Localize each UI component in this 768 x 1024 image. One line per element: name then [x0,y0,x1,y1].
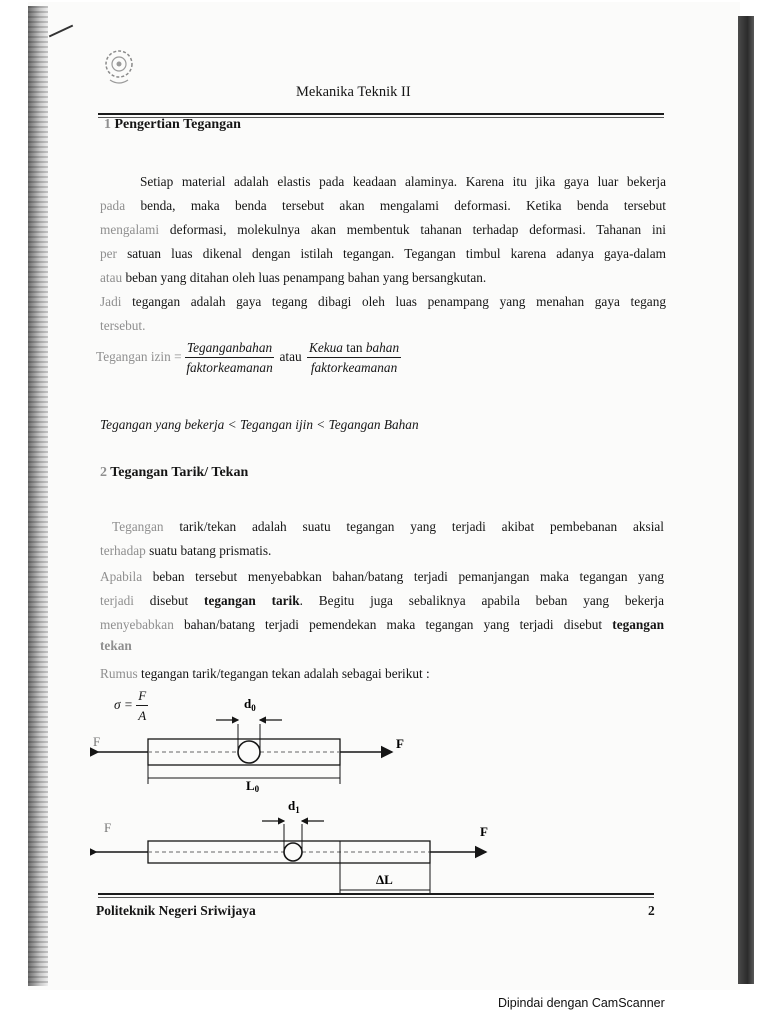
paragraph-line: terhadap suatu batang prismatis. [100,543,272,558]
original-bar [93,696,404,794]
section-2-heading: 2 Tegangan Tarik/ Tekan [100,465,249,480]
page-edge-shadow [738,16,754,984]
footer-institution: Politeknik Negeri Sriwijaya [96,903,256,918]
paragraph-line: atau beban yang ditahan oleh luas penampang bahan yang bersangkutan. [100,270,487,285]
right-force-label: F [480,824,488,839]
paragraph-line: pada benda, maka benda tersebut akan mengalami deformasi. Ketika benda tersebut [100,198,666,213]
cross-section-circle [238,741,260,763]
paragraph-line: terjadi disebut tegangan tarik. Begitu juga sebaliknya apabila beban yang bekerja [100,593,665,608]
paragraph-line: tekan [100,638,132,653]
formula-lhs: Tegangan izin = [96,349,182,365]
elongated-bar [96,798,488,894]
length-label-l0: L0 [246,778,260,794]
paragraph-line: Apabila beban tersebut menyebabkan bahan/batang terjadi pemanjangan maka tegangan yang [100,569,664,584]
left-force-label: F [93,734,101,749]
paragraph-line: per satuan luas dikenal dengan istilah tegangan. Tegangan timbul karena adanya gaya-dalam [100,246,666,261]
footer-rule [98,893,654,895]
elongation-label: ΔL [376,872,393,887]
section-2-paragraph-1 [100,515,664,563]
paragraph-line: Setiap material adalah elastis pada keadaan alaminya. Karena itu jika gaya luar bekerja [140,174,666,189]
institution-logo-icon [100,42,138,86]
fraction-2: $\frac{\text{Kekua tan bahan}}{\text{faktorkeamanan}}$ [308,340,400,375]
section-2-paragraph-2 [100,565,664,655]
fraction-1: $\frac{\text{Teganganbahan}}{\text{faktorkeamanan}}$ [186,340,273,375]
paragraph-line: Rumus tegangan tarik/tegangan tekan adalah sebagai berikut : [100,666,430,681]
section-2-paragraph-3 [100,662,664,686]
paragraph-line: mengalami deformasi, molekulnya akan membentuk tahanan terhadap deformasi. Tahanan ini [100,222,666,237]
diameter-label-d0: $d_0$ [244,696,256,713]
diameter-label-d1: $d_1$ [288,798,300,815]
paragraph-line: Tegangan tarik/tekan adalah suatu tegangan yang terjadi akibat pembebanan aksial [112,519,665,534]
scanner-watermark: Dipindai dengan CamScanner [498,996,665,1010]
tension-bar-diagram [90,684,510,894]
paragraph-line: tersebut. [100,318,146,333]
stress-inequality: Tegangan yang bekerja < Tegangan ijin < Tegangan Bahan [100,417,419,432]
cross-section-circle [284,843,302,861]
page-header-title: Mekanika Teknik II [296,84,411,100]
formula-connector: atau [279,349,302,365]
footer-rule-thin [98,897,654,898]
section-1-paragraph [100,170,666,338]
paragraph-line: Jadi tegangan adalah gaya tegang dibagi oleh luas penampang yang menahan gaya tegang [100,294,666,309]
right-force-label: F [396,736,404,751]
binding-spine-shadow [28,6,48,986]
page-number: 2 [648,903,655,918]
section-1-heading: 1 Pengertian Tegangan [104,117,241,132]
left-force-label: F [104,820,112,835]
header-rule [98,113,664,115]
allowable-stress-formula [96,340,401,376]
sigma-formula: σ = $\frac{F}{A}$ [114,688,147,723]
paragraph-line: menyebabkan bahan/batang terjadi pemendekan maka tegangan yang terjadi disebut tegangan [100,617,664,632]
